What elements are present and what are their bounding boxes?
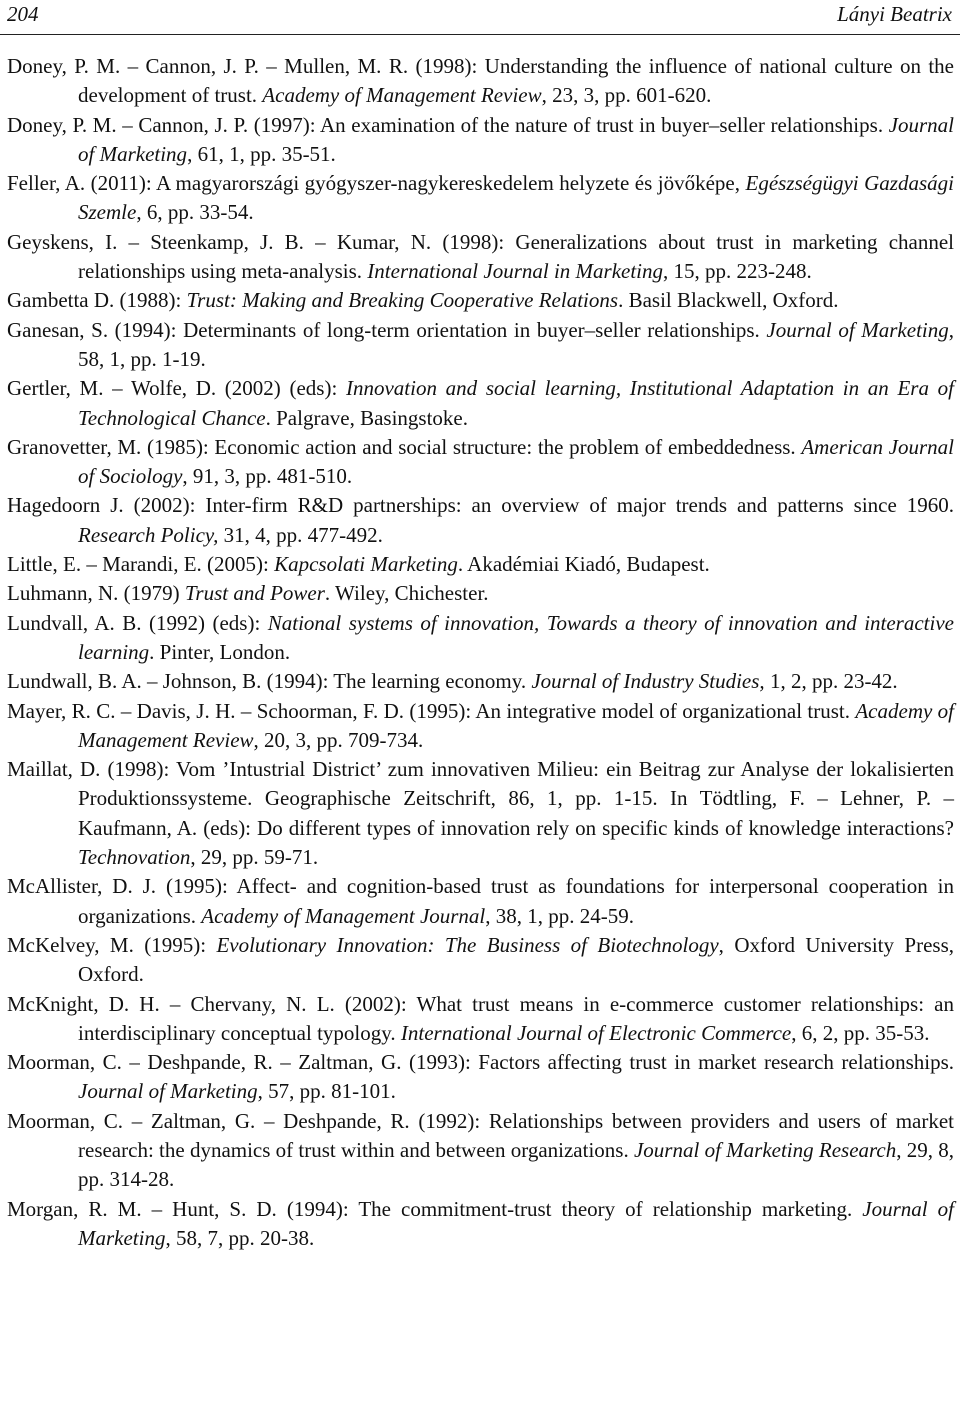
reference-source-title: Egészségügyi Gazdasági Szemle: [78, 171, 954, 225]
reference-entry: [7, 286, 954, 315]
reference-entry: [7, 1048, 954, 1107]
reference-entry: [7, 491, 954, 550]
reference-source-title: Academy of Management Review: [78, 698, 954, 752]
reference-text: , Oxford University Press, Oxford.: [78, 932, 954, 987]
reference-list: [7, 52, 954, 1253]
reference-text: . Basil Blackwell, Oxford.: [618, 288, 839, 313]
reference-text: Morgan, R. M. – Hunt, S. D. (1994): The commitment-trust theory of relationship marketing.: [7, 1196, 863, 1221]
reference-entry: [7, 872, 954, 931]
reference-entry: [7, 579, 954, 608]
reference-text: , 61, 1, pp. 35-51.: [187, 141, 336, 166]
reference-source-title: Technovation: [78, 845, 191, 870]
reference-entry: [7, 316, 954, 375]
reference-entry: [7, 1195, 954, 1254]
reference-text: Doney, P. M. – Cannon, J. P. (1997): An examination of the nature of trust in buyer–seller relationships.: [7, 112, 889, 137]
reference-text: . Palgrave, Basingstoke.: [265, 405, 469, 430]
reference-text: Hagedoorn J. (2002): Inter-firm R&D partnerships: an overview of major trends and patterns since 1960.: [7, 493, 954, 518]
reference-entry: [7, 1107, 954, 1195]
reference-text: Lundwall, B. A. – Johnson, B. (1994): The learning economy.: [7, 669, 532, 694]
reference-text: Gertler, M. – Wolfe, D. (2002) (eds):: [7, 376, 346, 401]
reference-source-title: Journal of Marketing: [78, 1079, 258, 1104]
page-number: 204: [7, 2, 39, 26]
reference-source-title: Journal of Marketing: [78, 112, 954, 166]
reference-text: Ganesan, S. (1994): Determinants of long-term orientation in buyer–seller relationships.: [7, 317, 767, 342]
reference-text: , 58, 7, pp. 20-38.: [165, 1225, 315, 1250]
reference-source-title: Kapcsolati Marketing: [274, 552, 458, 577]
reference-text: Maillat, D. (1998): Vom ’Intustrial District’ zum innovativen Milieu: ein Beitrag zur Analyse der lokalisierten Produktionssysteme. Geographische Zeitschrift, 86, 1, pp. 1-15. In Tödtling, F. – Lehner, P. – Kaufmann, A. (eds): Do different types of innovation rely on specific kinds of knowledge interactions?: [7, 757, 954, 840]
reference-source-title: American Journal of Sociology: [78, 434, 954, 489]
reference-text: Moorman, C. – Zaltman, G. – Deshpande, R. (1992): Relationships between providers and users of market research: the dynamics of trust within and between organizations.: [7, 1108, 954, 1162]
reference-text: Feller, A. (2011): A magyarországi gyógyszer-nagykereskedelem helyzete és jövőképe,: [7, 171, 746, 196]
reference-source-title: Journal of Marketing Research: [633, 1137, 897, 1162]
reference-entry: [7, 52, 954, 111]
reference-text: Gambetta D. (1988):: [7, 288, 187, 313]
reference-entry: [7, 931, 954, 990]
reference-text: . Akadémiai Kiadó, Budapest.: [457, 552, 710, 577]
running-header: [0, 0, 960, 30]
reference-source-title: Evolutionary Innovation: The Business of Biotechnology: [216, 932, 719, 957]
reference-entry: [7, 667, 954, 696]
reference-text: , 58, 1, pp. 1-19.: [78, 317, 954, 371]
reference-source-title: Academy of Management Review: [262, 83, 542, 108]
reference-text: , 91, 3, pp. 481-510.: [182, 464, 353, 489]
reference-source-title: International Journal of Electronic Commerce: [400, 1020, 792, 1045]
reference-source-title: Innovation and social learning, Institutional Adaptation in an Era of Technological Chance: [78, 376, 954, 430]
reference-text: Little, E. – Marandi, E. (2005):: [7, 552, 275, 577]
reference-source-title: Journal of Marketing: [78, 1196, 954, 1250]
reference-entry: [7, 550, 954, 579]
reference-text: Moorman, C. – Deshpande, R. – Zaltman, G. (1993): Factors affecting trust in market research relationships.: [7, 1050, 954, 1075]
reference-entry: [7, 111, 954, 170]
reference-text: Granovetter, M. (1985): Economic action and social structure: the problem of embeddedness.: [7, 434, 802, 459]
reference-entry: [7, 228, 954, 287]
reference-text: Mayer, R. C. – Davis, J. H. – Schoorman, F. D. (1995): An integrative model of organizational trust.: [7, 698, 856, 723]
reference-text: , 29, 8, pp. 314-28.: [78, 1137, 955, 1192]
header-rule: [0, 34, 960, 35]
reference-text: , 6, 2, pp. 35-53.: [791, 1020, 930, 1045]
reference-text: , 6, pp. 33-54.: [136, 200, 254, 225]
reference-source-title: Trust and Power: [184, 581, 325, 606]
reference-entry: [7, 169, 954, 228]
reference-text: Lundvall, A. B. (1992) (eds):: [7, 610, 268, 635]
reference-text: , 29, pp. 59-71.: [190, 845, 319, 870]
reference-text: . Pinter, London.: [149, 639, 291, 664]
reference-text: McKelvey, M. (1995):: [7, 932, 217, 957]
reference-text: , 23, 3, pp. 601-620.: [541, 83, 712, 108]
reference-text: 1, 2, pp. 23-42.: [764, 669, 898, 694]
reference-text: Doney, P. M. – Cannon, J. P. – Mullen, M. R. (1998): Understanding the influence of national culture on the development of trust.: [7, 54, 954, 108]
reference-entry: [7, 990, 954, 1049]
reference-text: McAllister, D. J. (1995): Affect- and cognition-based trust as foundations for interpersonal cooperation in organizations.: [7, 874, 954, 928]
reference-source-title: Research Policy,: [78, 522, 219, 547]
reference-source-title: Trust: Making and Breaking Cooperative Relations: [186, 288, 619, 313]
reference-text: , 20, 3, pp. 709-734.: [253, 727, 424, 752]
reference-entry: [7, 374, 954, 433]
reference-source-title: Journal of Marketing: [766, 317, 949, 342]
reference-text: Geyskens, I. – Steenkamp, J. B. – Kumar, N. (1998): Generalizations about trust in marketing channel relationships using meta-analysis.: [7, 229, 954, 284]
reference-source-title: National systems of innovation, Towards a theory of innovation and interactive learning: [78, 610, 954, 664]
reference-text: , 15, pp. 223-248.: [663, 259, 812, 284]
reference-source-title: Academy of Management Journal: [201, 903, 486, 928]
running-author: Lányi Beatrix: [837, 2, 952, 26]
reference-entry: [7, 433, 954, 492]
reference-source-title: Journal of Industry Studies,: [531, 669, 765, 694]
reference-entry: [7, 697, 954, 756]
reference-text: , 38, 1, pp. 24-59.: [485, 903, 635, 928]
reference-text: , 57, pp. 81-101.: [257, 1079, 396, 1104]
reference-text: . Wiley, Chichester.: [324, 581, 489, 606]
reference-text: Luhmann, N. (1979): [7, 581, 185, 606]
reference-entry: [7, 609, 954, 668]
reference-entry: [7, 755, 954, 872]
reference-source-title: International Journal in Marketing: [367, 259, 664, 284]
reference-text: McKnight, D. H. – Chervany, N. L. (2002): What trust means in e-commerce customer relationships: an interdisciplinary conceptual typology.: [7, 991, 954, 1045]
reference-text: 31, 4, pp. 477-492.: [218, 522, 383, 547]
